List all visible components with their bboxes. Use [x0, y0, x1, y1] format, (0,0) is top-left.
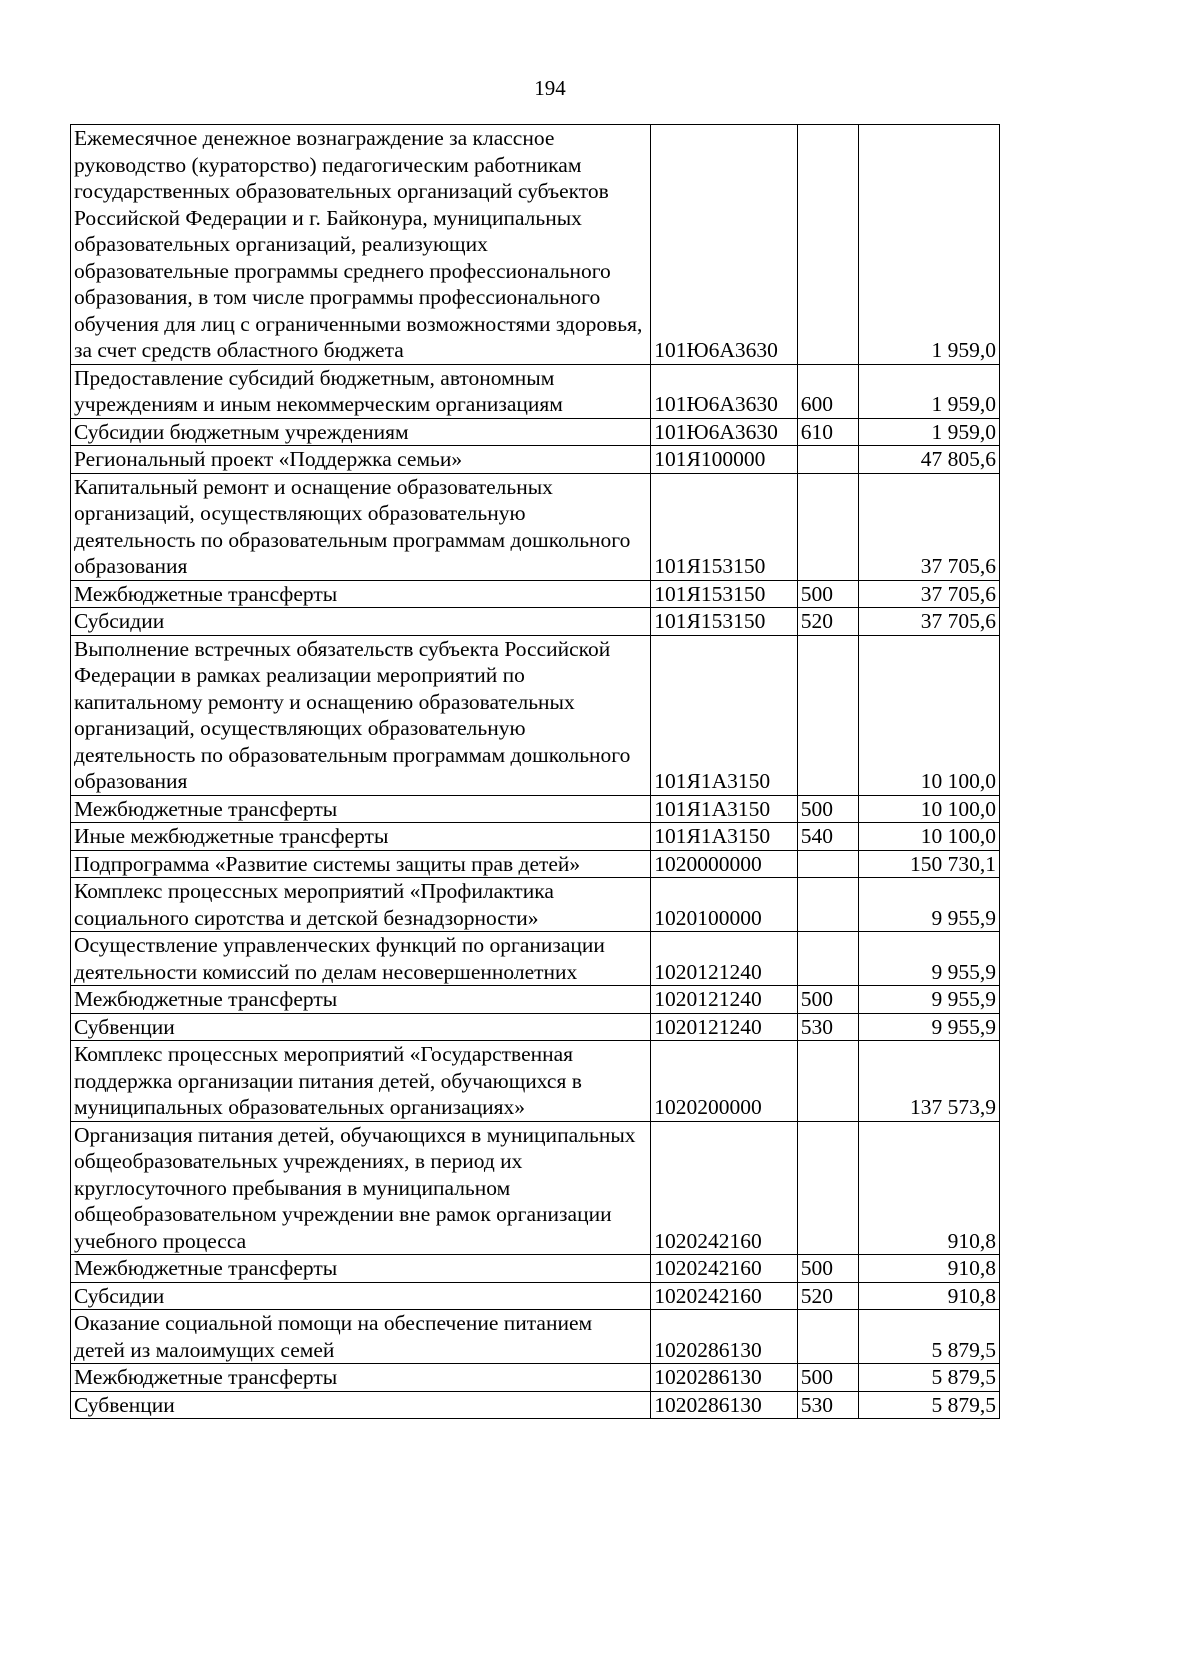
budget-table-body — [71, 125, 1000, 1419]
row-name-cell: Межбюджетные трансферты — [71, 795, 651, 823]
budget-table — [70, 124, 1000, 1419]
row-type-cell: 500 — [797, 1364, 859, 1392]
row-amount-cell: 910,8 — [859, 1121, 1000, 1255]
row-name-cell: Субвенции — [71, 1013, 651, 1041]
row-type-cell: 500 — [797, 986, 859, 1014]
row-amount-cell: 5 879,5 — [859, 1310, 1000, 1364]
row-code-cell: 1020242160 — [651, 1255, 798, 1283]
row-code-cell: 1020121240 — [651, 986, 798, 1014]
page-number: 194 — [534, 76, 566, 100]
row-type-cell — [797, 878, 859, 932]
row-code-cell: 1020242160 — [651, 1282, 798, 1310]
row-type-cell — [797, 473, 859, 580]
table-row — [71, 125, 1000, 365]
table-row — [71, 1282, 1000, 1310]
table-row — [71, 608, 1000, 636]
row-amount-cell: 10 100,0 — [859, 823, 1000, 851]
row-amount-cell: 37 705,6 — [859, 473, 1000, 580]
row-code-cell: 1020100000 — [651, 878, 798, 932]
row-name-cell: Комплекс процессных мероприятий «Государственная поддержка организации питания детей, обучающихся в муниципальных образовательных организациях» — [71, 1041, 651, 1122]
row-type-cell: 530 — [797, 1391, 859, 1419]
row-code-cell: 1020121240 — [651, 1013, 798, 1041]
row-code-cell: 101Ю6А3630 — [651, 364, 798, 418]
row-amount-cell: 9 955,9 — [859, 1013, 1000, 1041]
row-name-cell: Межбюджетные трансферты — [71, 1364, 651, 1392]
row-code-cell: 101Я100000 — [651, 446, 798, 474]
row-amount-cell: 9 955,9 — [859, 878, 1000, 932]
table-row — [71, 795, 1000, 823]
row-amount-cell: 37 705,6 — [859, 580, 1000, 608]
row-name-cell: Иные межбюджетные трансферты — [71, 823, 651, 851]
table-row — [71, 850, 1000, 878]
row-name-cell: Выполнение встречных обязательств субъекта Российской Федерации в рамках реализации мероприятий по капитальному ремонту и оснащению образовательных организаций, осуществляющих образовательную деятельность по образовательным программам дошкольного образования — [71, 635, 651, 795]
row-type-cell: 530 — [797, 1013, 859, 1041]
row-amount-cell: 1 959,0 — [859, 364, 1000, 418]
table-row — [71, 1013, 1000, 1041]
row-type-cell — [797, 932, 859, 986]
row-code-cell: 1020121240 — [651, 932, 798, 986]
row-name-cell: Комплекс процессных мероприятий «Профилактика социального сиротства и детской безнадзорности» — [71, 878, 651, 932]
table-row — [71, 986, 1000, 1014]
row-code-cell: 1020200000 — [651, 1041, 798, 1122]
row-amount-cell: 1 959,0 — [859, 418, 1000, 446]
row-name-cell: Субсидии бюджетным учреждениям — [71, 418, 651, 446]
row-code-cell: 101Я1А3150 — [651, 823, 798, 851]
row-amount-cell: 5 879,5 — [859, 1364, 1000, 1392]
table-row — [71, 878, 1000, 932]
row-amount-cell: 37 705,6 — [859, 608, 1000, 636]
row-type-cell — [797, 446, 859, 474]
row-type-cell: 610 — [797, 418, 859, 446]
row-type-cell — [797, 125, 859, 365]
row-name-cell: Межбюджетные трансферты — [71, 580, 651, 608]
row-name-cell: Предоставление субсидий бюджетным, автономным учреждениям и иным некоммерческим организациям — [71, 364, 651, 418]
row-amount-cell: 5 879,5 — [859, 1391, 1000, 1419]
row-code-cell: 1020286130 — [651, 1364, 798, 1392]
row-amount-cell: 10 100,0 — [859, 795, 1000, 823]
table-row — [71, 473, 1000, 580]
row-type-cell: 520 — [797, 608, 859, 636]
row-name-cell: Субсидии — [71, 608, 651, 636]
row-type-cell — [797, 1310, 859, 1364]
row-code-cell: 101Я153150 — [651, 580, 798, 608]
row-amount-cell: 10 100,0 — [859, 635, 1000, 795]
row-name-cell: Субвенции — [71, 1391, 651, 1419]
table-row — [71, 1310, 1000, 1364]
table-row — [71, 418, 1000, 446]
row-type-cell — [797, 850, 859, 878]
row-code-cell: 101Я1А3150 — [651, 635, 798, 795]
row-type-cell: 500 — [797, 795, 859, 823]
table-row — [71, 635, 1000, 795]
row-type-cell: 500 — [797, 580, 859, 608]
row-code-cell: 1020242160 — [651, 1121, 798, 1255]
row-name-cell: Субсидии — [71, 1282, 651, 1310]
row-name-cell: Оказание социальной помощи на обеспечение питанием детей из малоимущих семей — [71, 1310, 651, 1364]
row-name-cell: Капитальный ремонт и оснащение образовательных организаций, осуществляющих образовательную деятельность по образовательным программам дошкольного образования — [71, 473, 651, 580]
row-amount-cell: 910,8 — [859, 1282, 1000, 1310]
row-name-cell: Региональный проект «Поддержка семьи» — [71, 446, 651, 474]
row-type-cell — [797, 1121, 859, 1255]
row-name-cell: Организация питания детей, обучающихся в муниципальных общеобразовательных учреждениях, в период их круглосуточного пребывания в муниципальном общеобразовательном учреждении вне рамок организации учебного процесса — [71, 1121, 651, 1255]
row-code-cell: 101Ю6А3630 — [651, 125, 798, 365]
table-row — [71, 446, 1000, 474]
row-code-cell: 101Я1А3150 — [651, 795, 798, 823]
row-type-cell — [797, 635, 859, 795]
row-name-cell: Ежемесячное денежное вознаграждение за классное руководство (кураторство) педагогическим работникам государственных образовательных организаций субъектов Российской Федерации и г. Байконура, муниципальных образовательных организаций, реализующих образовательные программы среднего профессионального образования, в том числе программы профессионального обучения для лиц с ограниченными возможностями здоровья, за счет средств областного бюджета — [71, 125, 651, 365]
table-row — [71, 1255, 1000, 1283]
table-row — [71, 932, 1000, 986]
row-code-cell: 101Я153150 — [651, 608, 798, 636]
row-code-cell: 1020286130 — [651, 1391, 798, 1419]
row-amount-cell: 1 959,0 — [859, 125, 1000, 365]
row-amount-cell: 910,8 — [859, 1255, 1000, 1283]
row-type-cell — [797, 1041, 859, 1122]
row-code-cell: 101Ю6А3630 — [651, 418, 798, 446]
table-row — [71, 823, 1000, 851]
row-type-cell: 500 — [797, 1255, 859, 1283]
table-row — [71, 1391, 1000, 1419]
row-amount-cell: 47 805,6 — [859, 446, 1000, 474]
row-code-cell: 101Я153150 — [651, 473, 798, 580]
table-row — [71, 1041, 1000, 1122]
row-amount-cell: 137 573,9 — [859, 1041, 1000, 1122]
table-row — [71, 1121, 1000, 1255]
row-type-cell: 540 — [797, 823, 859, 851]
row-type-cell: 600 — [797, 364, 859, 418]
row-type-cell: 520 — [797, 1282, 859, 1310]
table-row — [71, 580, 1000, 608]
row-amount-cell: 150 730,1 — [859, 850, 1000, 878]
row-code-cell: 1020000000 — [651, 850, 798, 878]
row-amount-cell: 9 955,9 — [859, 932, 1000, 986]
row-name-cell: Межбюджетные трансферты — [71, 986, 651, 1014]
row-name-cell: Осуществление управленческих функций по организации деятельности комиссий по делам несовершеннолетних — [71, 932, 651, 986]
row-amount-cell: 9 955,9 — [859, 986, 1000, 1014]
table-row — [71, 364, 1000, 418]
row-name-cell: Межбюджетные трансферты — [71, 1255, 651, 1283]
table-row — [71, 1364, 1000, 1392]
row-code-cell: 1020286130 — [651, 1310, 798, 1364]
row-name-cell: Подпрограмма «Развитие системы защиты прав детей» — [71, 850, 651, 878]
